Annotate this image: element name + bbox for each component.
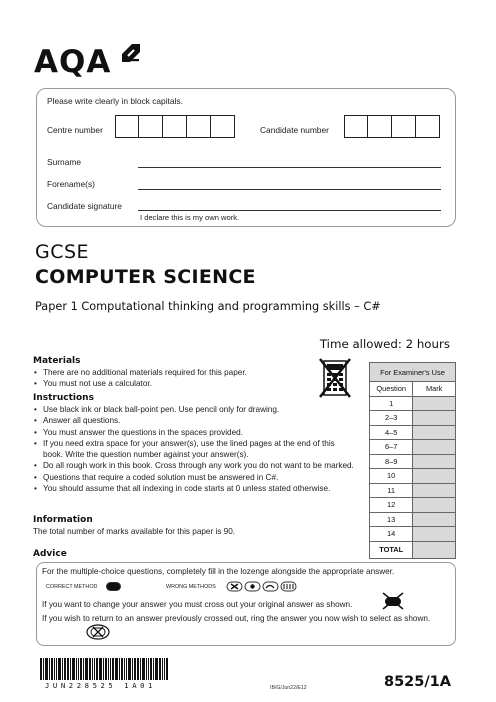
column-header-mark: Mark: [413, 382, 456, 397]
aqa-logo: AQA: [34, 44, 112, 80]
filled-lozenge-icon: [106, 582, 121, 591]
time-allowed: Time allowed: 2 hours: [319, 337, 450, 351]
list-item: • Answer all questions.: [34, 415, 354, 426]
aqa-logo-mark-icon: [119, 41, 141, 63]
mark-cell[interactable]: [413, 527, 456, 542]
list-item: • Do all rough work in this book. Cross through any work you do not want to be marked.: [34, 460, 354, 471]
list-item: • If you need extra space for your answer(s), use the lined pages at the end of this book. Write the question number against your answer(s).: [34, 438, 354, 461]
surname-label: Surname: [47, 157, 81, 167]
forename-label: Forename(s): [47, 179, 95, 189]
candidate-digit-box[interactable]: [368, 115, 392, 138]
barcode-text: JUN228525 1A01: [45, 681, 156, 690]
table-row: [370, 411, 456, 426]
barcode-icon: [40, 658, 190, 680]
list-item: • You must answer the questions in the spaces provided.: [34, 427, 354, 438]
paper-reference: IB/G/Jun22/E12: [270, 685, 307, 691]
question-number: 4–5: [370, 425, 413, 440]
mark-cell[interactable]: [413, 454, 456, 469]
mark-cell[interactable]: [413, 440, 456, 455]
subject-title: COMPUTER SCIENCE: [35, 266, 256, 288]
candidate-number-label: Candidate number: [260, 125, 329, 135]
examiner-use-table: [369, 362, 456, 559]
mark-cell[interactable]: [413, 425, 456, 440]
table-row: [370, 498, 456, 513]
instructions-list: [34, 404, 354, 494]
signature-field[interactable]: [138, 210, 441, 211]
centre-number-label: Centre number: [47, 125, 103, 135]
table-row: [370, 527, 456, 542]
candidate-signature-label: Candidate signature: [47, 201, 122, 211]
table-row: [370, 454, 456, 469]
centre-number-field[interactable]: [115, 115, 235, 138]
correct-method-label: CORRECT METHOD: [46, 584, 98, 590]
no-calculator-icon: [318, 357, 352, 399]
candidate-digit-box[interactable]: [416, 115, 440, 138]
information-text: The total number of marks available for this paper is 90.: [33, 527, 236, 536]
forename-field[interactable]: [138, 189, 441, 190]
advice-heading: Advice: [33, 549, 67, 559]
information-heading: Information: [33, 515, 93, 525]
materials-heading: Materials: [33, 356, 81, 366]
centre-digit-box[interactable]: [139, 115, 163, 138]
advice-line-2: If you want to change your answer you must cross out your original answer as shown.: [42, 600, 353, 609]
table-row: [370, 483, 456, 498]
question-number: 1: [370, 396, 413, 411]
question-number: 11: [370, 483, 413, 498]
question-number: 10: [370, 469, 413, 484]
qualification-level: GCSE: [35, 241, 90, 263]
advice-line-3: If you wish to return to an answer previously crossed out, ring the answer you now wish to select as shown.: [42, 614, 431, 623]
question-number: 2–3: [370, 411, 413, 426]
question-number: 12: [370, 498, 413, 513]
block-capitals-instruction: Please write clearly in block capitals.: [47, 96, 183, 106]
mark-cell[interactable]: [413, 483, 456, 498]
table-row: [370, 440, 456, 455]
table-row: [370, 469, 456, 484]
instructions-heading: Instructions: [33, 393, 94, 403]
mark-cell[interactable]: [413, 498, 456, 513]
declaration-text: I declare this is my own work.: [140, 213, 240, 222]
mark-cell[interactable]: [413, 411, 456, 426]
question-number: 14: [370, 527, 413, 542]
table-row: [370, 425, 456, 440]
centre-digit-box[interactable]: [187, 115, 211, 138]
advice-line-1: For the multiple-choice questions, completely fill in the lozenge alongside the appropriate answer.: [42, 567, 395, 576]
candidate-digit-box[interactable]: [344, 115, 368, 138]
centre-digit-box[interactable]: [163, 115, 187, 138]
column-header-question: Question: [370, 382, 413, 397]
candidate-number-field[interactable]: [344, 115, 440, 138]
paper-title: Paper 1 Computational thinking and programming skills – C#: [35, 300, 381, 313]
question-number: 8–9: [370, 454, 413, 469]
centre-digit-box[interactable]: [211, 115, 235, 138]
mark-cell[interactable]: [413, 512, 456, 527]
table-row: [370, 512, 456, 527]
list-item: • You must not use a calculator.: [34, 378, 334, 389]
wrong-methods-label: WRONG METHODS: [166, 584, 216, 590]
ringed-lozenge-icon: [86, 624, 110, 640]
wrong-method-lozenges-icon: [226, 581, 298, 592]
mark-cell[interactable]: [413, 469, 456, 484]
candidate-digit-box[interactable]: [392, 115, 416, 138]
list-item: • Questions that require a coded solution must be answered in C#.: [34, 472, 354, 483]
total-mark-cell[interactable]: [413, 541, 456, 558]
total-row: [370, 541, 456, 558]
crossed-lozenge-icon: [381, 592, 405, 610]
surname-field[interactable]: [138, 167, 441, 168]
centre-digit-box[interactable]: [115, 115, 139, 138]
examiner-table-title: For Examiner's Use: [370, 363, 456, 382]
question-number: 6–7: [370, 440, 413, 455]
list-item: • Use black ink or black ball-point pen. Use pencil only for drawing.: [34, 404, 354, 415]
question-number: 13: [370, 512, 413, 527]
paper-code: 8525/1A: [384, 674, 451, 690]
list-item: • You should assume that all indexing in code starts at 0 unless stated otherwise.: [34, 483, 354, 494]
table-row: [370, 396, 456, 411]
mark-cell[interactable]: [413, 396, 456, 411]
list-item: • There are no additional materials required for this paper.: [34, 367, 334, 378]
materials-list: [34, 367, 334, 390]
total-label: TOTAL: [370, 541, 413, 558]
